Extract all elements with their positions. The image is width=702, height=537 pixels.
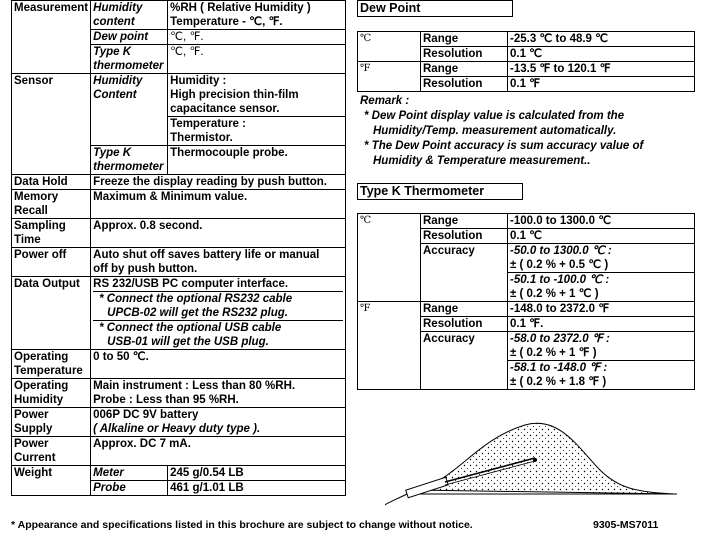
remark-title: Remark : [360, 95, 410, 107]
tk-range-f: -148.0 to 2372.0 ℉ [508, 302, 695, 317]
probe-illustration [385, 410, 685, 520]
dp-resolution-label-f: Resolution [421, 77, 508, 92]
remark-line: * The Dew Point accuracy is sum accuracy value of [364, 140, 644, 152]
type-k-title: Type K Thermometer [357, 183, 523, 200]
humidity-content-value: %RH ( Relative Humidity ) Temperature - ℃, ℉. [168, 1, 346, 30]
dew-point-label: Dew point [91, 30, 168, 45]
dp-range-c: -25.3 ℃ to 48.9 ℃ [508, 32, 695, 47]
data-output-label: Data Output [12, 277, 91, 350]
tk-accuracy-c2: -50.1 to -100.0 ℃ : ± ( 0.2 % + 1 ℃ ) [508, 273, 695, 302]
type-k-label: Type K thermometer [91, 45, 168, 74]
operating-temperature-value: 0 to 50 ℃. [91, 350, 346, 379]
type-k-table [357, 213, 695, 390]
dp-range-label-c: Range [421, 32, 508, 47]
power-current-label: Power Current [12, 437, 91, 466]
power-off-label: Power off [12, 248, 91, 277]
tk-range-c: -100.0 to 1300.0 ℃ [508, 214, 695, 229]
footnote: * Appearance and specifications listed in this brochure are subject to change without notice. [11, 519, 473, 531]
power-current-value: Approx. DC 7 mA. [91, 437, 346, 466]
dp-range-f: -13.5 ℉ to 120.1 ℉ [508, 62, 695, 77]
operating-temperature-label: Operating Temperature [12, 350, 91, 379]
power-off-value: Auto shut off saves battery life or manual off by push button. [91, 248, 346, 277]
tk-resolution-f: 0.1 ℉. [508, 317, 695, 332]
sensor-humidity-value: Humidity : High precision thin-film capacitance sensor. [168, 74, 346, 117]
tk-accuracy-c1: -50.0 to 1300.0 ℃ : ± ( 0.2 % + 0.5 ℃ ) [508, 244, 695, 273]
dew-point-value: ℃, ℉. [168, 30, 346, 45]
humidity-content-label: Humidity content [91, 1, 168, 30]
sampling-time-label: Sampling Time [12, 219, 91, 248]
dp-resolution-c: 0.1 ℃ [508, 47, 695, 62]
operating-humidity-value: Main instrument : Less than 80 %RH. Probe : Less than 95 %RH. [91, 379, 346, 408]
tk-resolution-label-f: Resolution [421, 317, 508, 332]
dew-point-title: Dew Point [357, 0, 513, 17]
power-supply-label: Power Supply [12, 408, 91, 437]
weight-meter-label: Meter [91, 466, 168, 481]
dp-resolution-label-c: Resolution [421, 47, 508, 62]
weight-label: Weight [12, 466, 91, 481]
memory-recall-label: Memory Recall [12, 190, 91, 219]
measurement-label: Measurement [12, 1, 91, 30]
sampling-time-value: Approx. 0.8 second. [91, 219, 346, 248]
tk-range-label-f: Range [421, 302, 508, 317]
dp-celsius-unit: ℃ [358, 32, 421, 47]
tk-fahrenheit-unit: ℉ [358, 302, 421, 317]
type-k-value: ℃, ℉. [168, 45, 346, 74]
power-supply-value: 006P DC 9V battery ( Alkaline or Heavy duty type ). [91, 408, 346, 437]
dp-fahrenheit-unit: ℉ [358, 62, 421, 77]
memory-recall-value: Maximum & Minimum value. [91, 190, 346, 219]
data-hold-value: Freeze the display reading by push button. [91, 175, 346, 190]
tk-range-label-c: Range [421, 214, 508, 229]
tk-accuracy-f2: -58.1 to -148.0 ℉ : ± ( 0.2 % + 1.8 ℉ ) [508, 361, 695, 390]
specifications-table [11, 0, 346, 496]
tk-accuracy-label-c: Accuracy [421, 244, 508, 273]
sensor-type-k-label: Type K thermometer [91, 146, 168, 175]
sensor-label: Sensor [12, 74, 91, 117]
document-code: 9305-MS7011 [593, 519, 659, 531]
remark-line: * Dew Point display value is calculated from the [364, 110, 625, 122]
sensor-temperature-value: Temperature : Thermistor. [168, 117, 346, 146]
remark-line: Humidity/Temp. measurement automatically. [373, 125, 617, 137]
data-hold-label: Data Hold [12, 175, 91, 190]
tk-accuracy-f1: -58.0 to 2372.0 ℉ : ± ( 0.2 % + 1 ℉ ) [508, 332, 695, 361]
weight-probe-label: Probe [91, 481, 168, 496]
weight-probe-value: 461 g/1.01 LB [168, 481, 346, 496]
sensor-humidity-label: Humidity Content [91, 74, 168, 117]
tk-celsius-unit: ℃ [358, 214, 421, 229]
dp-resolution-f: 0.1 ℉ [508, 77, 695, 92]
remark-line: Humidity & Temperature measurement.. [373, 155, 591, 167]
weight-meter-value: 245 g/0.54 LB [168, 466, 346, 481]
sensor-type-k-value: Thermocouple probe. [168, 146, 346, 175]
dew-point-table [357, 31, 695, 92]
tk-resolution-label-c: Resolution [421, 229, 508, 244]
dp-range-label-f: Range [421, 62, 508, 77]
operating-humidity-label: Operating Humidity [12, 379, 91, 408]
tk-resolution-c: 0.1 ℃ [508, 229, 695, 244]
tk-accuracy-label-f: Accuracy [421, 332, 508, 361]
material-mound [415, 423, 675, 494]
data-output-value: RS 232/USB PC computer interface. * Connect the optional RS232 cable UPCB-02 will get the RS232 plug. * Connect the optional USB cable USB-01 will get the USB plug. [91, 277, 346, 350]
remark-block [360, 94, 695, 169]
